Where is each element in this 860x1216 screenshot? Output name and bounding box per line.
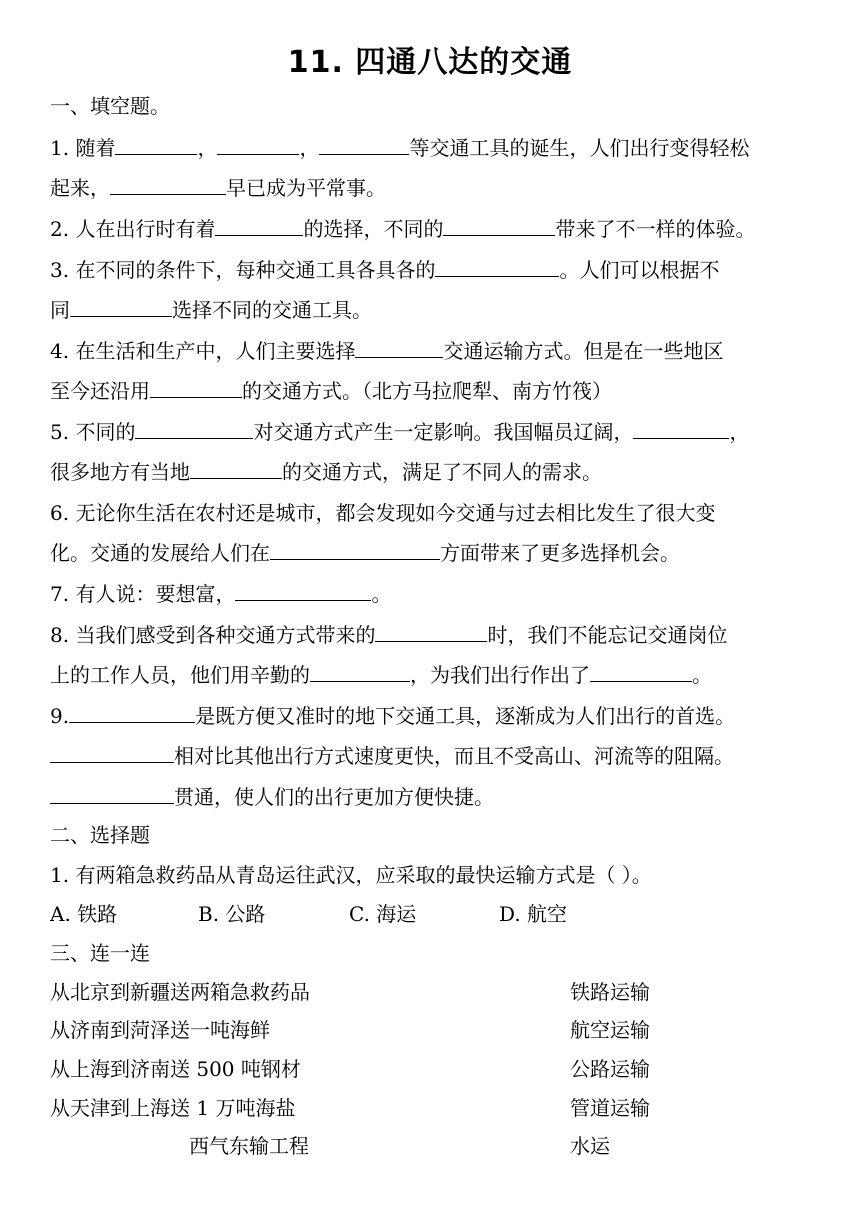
- match-right-item[interactable]: 水运: [570, 1134, 610, 1158]
- answer-blank[interactable]: [217, 132, 299, 155]
- choice-question-1: 1. 有两箱急救药品从青岛运往武汉，应采取的最快运输方式是（ ）。: [50, 863, 652, 887]
- question-8-line-1: 8. 当我们感受到各种交通方式带来的 时，我们不能忘记交通岗位: [50, 615, 727, 655]
- question-6-line-2: 化。交通的发展给人们在 方面带来了更多选择机会。: [50, 533, 680, 573]
- choice-option-c[interactable]: C. 海运: [349, 902, 417, 926]
- answer-blank[interactable]: [633, 416, 729, 439]
- answer-blank[interactable]: [115, 132, 197, 155]
- section-match-heading: 三、连一连: [50, 941, 150, 965]
- question-9-line-1: 9. 是既方便又准时的地下交通工具，逐渐成为人们出行的首选。: [50, 696, 735, 736]
- answer-blank[interactable]: [70, 294, 172, 317]
- answer-blank[interactable]: [135, 416, 253, 439]
- answer-blank[interactable]: [69, 700, 195, 723]
- question-4-line-1: 4. 在生活和生产中，人们主要选择 交通运输方式。但是在一些地区: [50, 331, 723, 371]
- question-1-line-1: 1. 随着 ， ， 等交通工具的诞生，人们出行变得轻松: [50, 128, 749, 168]
- choice-option-a[interactable]: A. 铁路: [50, 902, 118, 926]
- question-5-line-2: 很多地方有当地 的交通方式，满足了不同人的需求。: [50, 452, 602, 492]
- question-9-line-2: 相对比其他出行方式速度更快，而且不受高山、河流等的阻隔。: [50, 736, 734, 776]
- question-9-line-3: 贯通，使人们的出行更加方便快捷。: [50, 777, 494, 817]
- answer-blank[interactable]: [270, 537, 440, 560]
- question-6-line-1: 6. 无论你生活在农村还是城市，都会发现如今交通与过去相比发生了很大变: [50, 501, 716, 525]
- question-2-line-1: 2. 人在出行时有着 的选择，不同的 带来了不一样的体验。: [50, 209, 755, 249]
- page-title: 11. 四通八达的交通: [287, 45, 573, 80]
- match-right-item[interactable]: 航空运输: [570, 1018, 650, 1042]
- match-right-item[interactable]: 公路运输: [570, 1057, 650, 1081]
- answer-blank[interactable]: [310, 659, 410, 682]
- match-left-item[interactable]: 从北京到新疆送两箱急救药品: [50, 980, 310, 1004]
- answer-blank[interactable]: [319, 132, 409, 155]
- section-choice-heading: 二、选择题: [50, 823, 150, 847]
- answer-blank[interactable]: [110, 172, 226, 195]
- answer-blank[interactable]: [150, 375, 242, 398]
- answer-blank[interactable]: [215, 213, 303, 236]
- answer-blank[interactable]: [355, 335, 443, 358]
- match-right-item[interactable]: 管道运输: [570, 1096, 650, 1120]
- answer-blank[interactable]: [590, 659, 692, 682]
- section-fill-heading: 一、填空题。: [50, 94, 170, 118]
- question-8-line-2: 上的工作人员，他们用辛勤的 ，为我们出行作出了 。: [50, 655, 712, 695]
- question-3-line-1: 3. 在不同的条件下，每种交通工具各具各的 。人们可以根据不: [50, 250, 719, 290]
- choice-option-d[interactable]: D. 航空: [499, 902, 568, 926]
- match-right-item[interactable]: 铁路运输: [570, 980, 650, 1004]
- question-3-line-2: 同 选择不同的交通工具。: [50, 290, 372, 330]
- answer-blank[interactable]: [235, 578, 371, 601]
- match-left-item[interactable]: 从济南到菏泽送一吨海鲜: [50, 1018, 270, 1042]
- question-1-line-2: 起来， 早已成为平常事。: [50, 168, 386, 208]
- choice-option-b[interactable]: B. 公路: [198, 902, 266, 926]
- answer-blank[interactable]: [50, 740, 174, 763]
- answer-blank[interactable]: [50, 781, 174, 804]
- match-left-item[interactable]: 从上海到济南送 500 吨钢材: [50, 1057, 301, 1081]
- answer-blank[interactable]: [435, 254, 559, 277]
- match-left-item[interactable]: 西气东输工程: [189, 1134, 309, 1158]
- question-7-line-1: 7. 有人说：要想富， 。: [50, 574, 391, 614]
- answer-blank[interactable]: [190, 456, 282, 479]
- match-left-item[interactable]: 从天津到上海送 1 万吨海盐: [50, 1096, 296, 1120]
- answer-blank[interactable]: [443, 213, 555, 236]
- answer-blank[interactable]: [375, 619, 487, 642]
- question-5-line-1: 5. 不同的 对交通方式产生一定影响。我国幅员辽阔， ，: [50, 412, 749, 452]
- question-4-line-2: 至今还沿用 的交通方式。（北方马拉爬犁、南方竹筏）: [50, 371, 612, 411]
